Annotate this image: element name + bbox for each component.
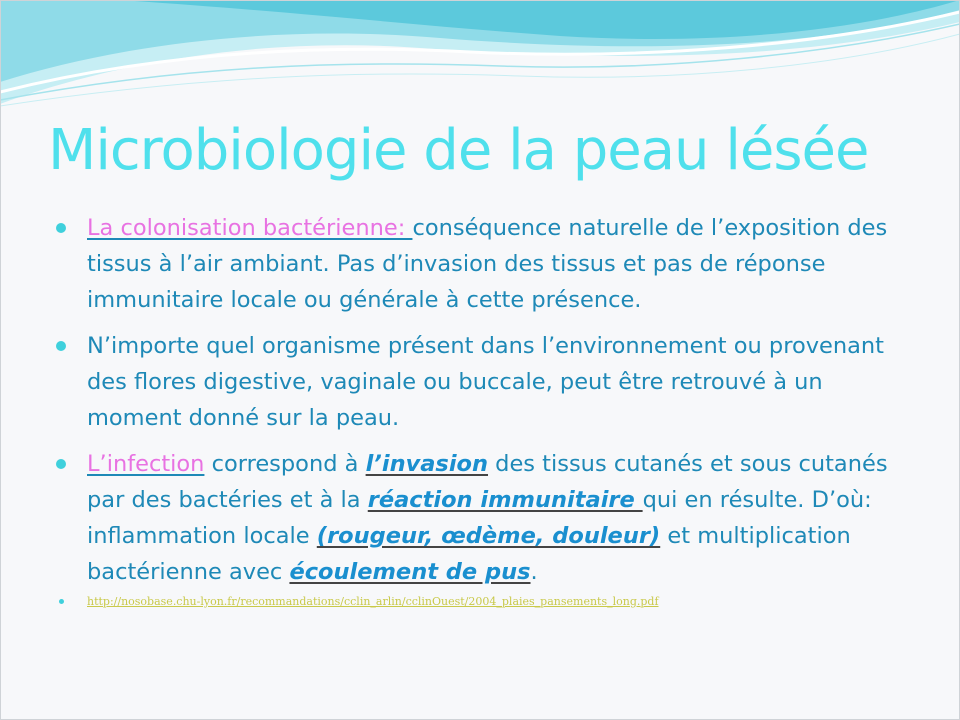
bullet-infection bbox=[56, 446, 916, 590]
emphasis-invasion: l’invasion bbox=[365, 451, 489, 477]
bullet-colonisation bbox=[56, 210, 916, 318]
bullet-text: des tissus cutanés et sous cutanés par des bactéries et à la bbox=[87, 451, 888, 513]
bullet-text: qui en résulte. D’où: inflammation locale bbox=[87, 487, 872, 549]
term-infection: L’infection bbox=[87, 451, 205, 477]
bullet-list bbox=[56, 210, 916, 610]
emphasis-pus: écoulement de pus bbox=[289, 559, 531, 585]
bullet-text: N’importe quel organisme présent dans l’environnement ou provenant des flores digestive, vaginale ou buccale, peut être retrouvé à un moment donné sur la peau. bbox=[87, 333, 885, 431]
bullet-text: conséquence naturelle de l’exposition des tissus à l’air ambiant. Pas d’invasion des tissus et pas de réponse immunitaire locale ou générale à cette présence. bbox=[87, 215, 888, 313]
bullet-text: . bbox=[530, 559, 538, 585]
slide-title: Microbiologie de la peau lésée bbox=[48, 118, 869, 183]
bullet-dot-icon bbox=[59, 599, 64, 604]
bullet-text: et multiplication bactérienne avec bbox=[87, 523, 851, 585]
header-wave-decoration bbox=[0, 0, 960, 120]
emphasis-symptoms: (rougeur, œdème, douleur) bbox=[316, 523, 661, 549]
reference-link[interactable]: http://nosobase.chu-lyon.fr/recommandations/cclin_arlin/cclinOuest/2004_plaies_pansements_long.pdf bbox=[87, 595, 659, 608]
bullet-dot-icon bbox=[56, 459, 66, 469]
bullet-reference bbox=[56, 594, 916, 610]
bullet-dot-icon bbox=[56, 223, 66, 233]
bullet-dot-icon bbox=[56, 341, 66, 351]
bullet-organisms bbox=[56, 328, 916, 436]
term-colonisation: La colonisation bactérienne: bbox=[87, 215, 413, 241]
bullet-text: correspond à bbox=[204, 451, 366, 477]
emphasis-immune-reaction: réaction immunitaire bbox=[367, 487, 643, 513]
